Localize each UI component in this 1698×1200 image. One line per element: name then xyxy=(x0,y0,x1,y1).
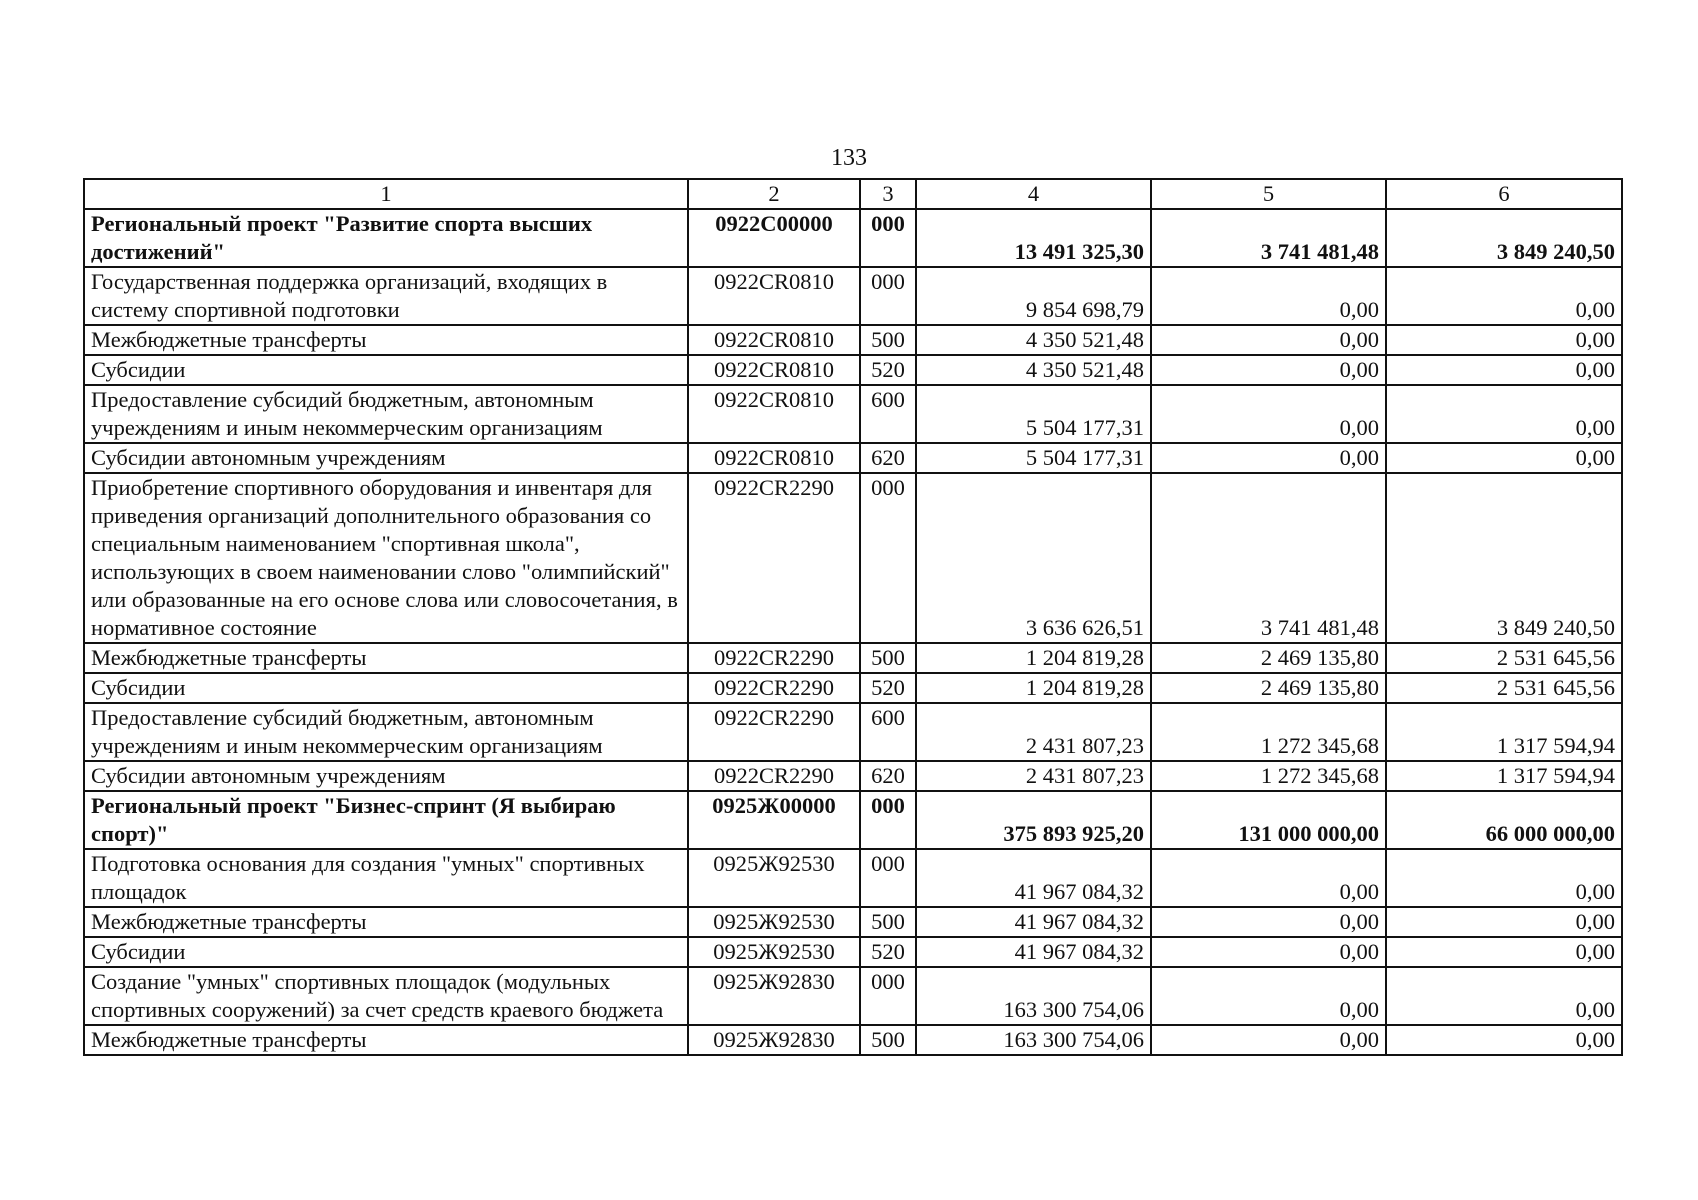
amount-year-3-cell: 0,00 xyxy=(1386,325,1622,355)
column-header: 6 xyxy=(1386,179,1622,209)
target-code-cell: 0922CR2290 xyxy=(688,703,860,761)
row-name-cell: Межбюджетные трансферты xyxy=(84,907,688,937)
row-name-cell: Региональный проект "Бизнес-спринт (Я выбираю спорт)" xyxy=(84,791,688,849)
target-code-cell: 0925Ж92530 xyxy=(688,907,860,937)
target-code-cell: 0925Ж92830 xyxy=(688,967,860,1025)
target-code-cell: 0925Ж92530 xyxy=(688,849,860,907)
expense-type-cell: 500 xyxy=(860,325,916,355)
table-row xyxy=(84,473,1622,643)
amount-year-3-cell: 0,00 xyxy=(1386,849,1622,907)
row-name-cell: Государственная поддержка организаций, входящих в систему спортивной подготовки xyxy=(84,267,688,325)
target-code-cell: 0922CR2290 xyxy=(688,673,860,703)
row-name-cell: Субсидии xyxy=(84,673,688,703)
amount-year-1-cell: 1 204 819,28 xyxy=(916,673,1151,703)
amount-year-1-cell: 41 967 084,32 xyxy=(916,907,1151,937)
amount-year-1-cell: 375 893 925,20 xyxy=(916,791,1151,849)
target-code-cell: 0922CR2290 xyxy=(688,473,860,643)
target-code-cell: 0922CR0810 xyxy=(688,443,860,473)
page-number: 133 xyxy=(831,145,867,171)
row-name-cell: Подготовка основания для создания "умных" спортивных площадок xyxy=(84,849,688,907)
target-code-cell: 0922CR0810 xyxy=(688,267,860,325)
column-header: 2 xyxy=(688,179,860,209)
target-code-cell: 0925Ж00000 xyxy=(688,791,860,849)
amount-year-2-cell: 0,00 xyxy=(1151,325,1386,355)
row-name-cell: Межбюджетные трансферты xyxy=(84,643,688,673)
expense-type-cell: 620 xyxy=(860,443,916,473)
table-row xyxy=(84,209,1622,267)
amount-year-1-cell: 9 854 698,79 xyxy=(916,267,1151,325)
amount-year-2-cell: 0,00 xyxy=(1151,849,1386,907)
row-name-cell: Приобретение спортивного оборудования и инвентаря для приведения организаций дополнительного образования со специальным наименованием "спортивная школа", использующих в своем наименовании слово "олимпийский" или образованные на его основе слова или словосочетания, в нормативное состояние xyxy=(84,473,688,643)
amount-year-3-cell: 0,00 xyxy=(1386,1025,1622,1055)
row-name-cell: Субсидии автономным учреждениям xyxy=(84,761,688,791)
amount-year-3-cell: 2 531 645,56 xyxy=(1386,673,1622,703)
row-name-cell: Субсидии xyxy=(84,355,688,385)
row-name-cell: Предоставление субсидий бюджетным, автономным учреждениям и иным некоммерческим организациям xyxy=(84,703,688,761)
amount-year-3-cell: 0,00 xyxy=(1386,385,1622,443)
amount-year-1-cell: 41 967 084,32 xyxy=(916,849,1151,907)
expense-type-cell: 600 xyxy=(860,385,916,443)
amount-year-1-cell: 13 491 325,30 xyxy=(916,209,1151,267)
amount-year-1-cell: 5 504 177,31 xyxy=(916,443,1151,473)
target-code-cell: 0922CR0810 xyxy=(688,355,860,385)
amount-year-2-cell: 0,00 xyxy=(1151,385,1386,443)
amount-year-2-cell: 1 272 345,68 xyxy=(1151,703,1386,761)
budget-table xyxy=(83,178,1623,1056)
table-row xyxy=(84,385,1622,443)
target-code-cell: 0922CR0810 xyxy=(688,325,860,355)
table-row xyxy=(84,643,1622,673)
amount-year-1-cell: 163 300 754,06 xyxy=(916,1025,1151,1055)
expense-type-cell: 600 xyxy=(860,703,916,761)
amount-year-2-cell: 0,00 xyxy=(1151,937,1386,967)
amount-year-3-cell: 3 849 240,50 xyxy=(1386,473,1622,643)
table-row xyxy=(84,967,1622,1025)
row-name-cell: Создание "умных" спортивных площадок (модульных спортивных сооружений) за счет средств краевого бюджета xyxy=(84,967,688,1025)
amount-year-3-cell: 66 000 000,00 xyxy=(1386,791,1622,849)
table-header-row xyxy=(84,179,1622,209)
table-row xyxy=(84,703,1622,761)
row-name-cell: Субсидии автономным учреждениям xyxy=(84,443,688,473)
amount-year-3-cell: 0,00 xyxy=(1386,907,1622,937)
row-name-cell: Предоставление субсидий бюджетным, автономным учреждениям и иным некоммерческим организациям xyxy=(84,385,688,443)
amount-year-1-cell: 3 636 626,51 xyxy=(916,473,1151,643)
expense-type-cell: 000 xyxy=(860,209,916,267)
amount-year-1-cell: 4 350 521,48 xyxy=(916,325,1151,355)
amount-year-2-cell: 0,00 xyxy=(1151,967,1386,1025)
table-row xyxy=(84,325,1622,355)
table-row xyxy=(84,849,1622,907)
row-name-cell: Региональный проект "Развитие спорта высших достижений" xyxy=(84,209,688,267)
amount-year-2-cell: 0,00 xyxy=(1151,443,1386,473)
expense-type-cell: 520 xyxy=(860,937,916,967)
table-row xyxy=(84,761,1622,791)
amount-year-3-cell: 0,00 xyxy=(1386,937,1622,967)
amount-year-1-cell: 5 504 177,31 xyxy=(916,385,1151,443)
column-header: 4 xyxy=(916,179,1151,209)
column-header: 5 xyxy=(1151,179,1386,209)
target-code-cell: 0922CR0810 xyxy=(688,385,860,443)
table-row xyxy=(84,791,1622,849)
amount-year-2-cell: 0,00 xyxy=(1151,355,1386,385)
expense-type-cell: 500 xyxy=(860,643,916,673)
row-name-cell: Межбюджетные трансферты xyxy=(84,325,688,355)
amount-year-3-cell: 1 317 594,94 xyxy=(1386,761,1622,791)
expense-type-cell: 520 xyxy=(860,673,916,703)
table-row xyxy=(84,355,1622,385)
table-row xyxy=(84,907,1622,937)
table-row xyxy=(84,673,1622,703)
expense-type-cell: 000 xyxy=(860,849,916,907)
amount-year-1-cell: 2 431 807,23 xyxy=(916,761,1151,791)
amount-year-3-cell: 0,00 xyxy=(1386,355,1622,385)
target-code-cell: 0925Ж92530 xyxy=(688,937,860,967)
amount-year-1-cell: 4 350 521,48 xyxy=(916,355,1151,385)
target-code-cell: 0922CR2290 xyxy=(688,643,860,673)
amount-year-3-cell: 0,00 xyxy=(1386,267,1622,325)
amount-year-1-cell: 163 300 754,06 xyxy=(916,967,1151,1025)
amount-year-2-cell: 0,00 xyxy=(1151,1025,1386,1055)
target-code-cell: 0922CR2290 xyxy=(688,761,860,791)
amount-year-2-cell: 2 469 135,80 xyxy=(1151,673,1386,703)
amount-year-3-cell: 2 531 645,56 xyxy=(1386,643,1622,673)
expense-type-cell: 500 xyxy=(860,907,916,937)
table-row xyxy=(84,267,1622,325)
expense-type-cell: 620 xyxy=(860,761,916,791)
amount-year-2-cell: 0,00 xyxy=(1151,907,1386,937)
amount-year-2-cell: 3 741 481,48 xyxy=(1151,473,1386,643)
amount-year-2-cell: 131 000 000,00 xyxy=(1151,791,1386,849)
row-name-cell: Межбюджетные трансферты xyxy=(84,1025,688,1055)
amount-year-1-cell: 1 204 819,28 xyxy=(916,643,1151,673)
amount-year-3-cell: 3 849 240,50 xyxy=(1386,209,1622,267)
amount-year-2-cell: 1 272 345,68 xyxy=(1151,761,1386,791)
expense-type-cell: 500 xyxy=(860,1025,916,1055)
table-body xyxy=(84,209,1622,1055)
target-code-cell: 0922C00000 xyxy=(688,209,860,267)
table-row xyxy=(84,443,1622,473)
column-header: 3 xyxy=(860,179,916,209)
table-row xyxy=(84,937,1622,967)
expense-type-cell: 520 xyxy=(860,355,916,385)
expense-type-cell: 000 xyxy=(860,967,916,1025)
amount-year-3-cell: 1 317 594,94 xyxy=(1386,703,1622,761)
amount-year-1-cell: 41 967 084,32 xyxy=(916,937,1151,967)
expense-type-cell: 000 xyxy=(860,267,916,325)
expense-type-cell: 000 xyxy=(860,791,916,849)
amount-year-3-cell: 0,00 xyxy=(1386,967,1622,1025)
table-row xyxy=(84,1025,1622,1055)
amount-year-1-cell: 2 431 807,23 xyxy=(916,703,1151,761)
expense-type-cell: 000 xyxy=(860,473,916,643)
amount-year-2-cell: 2 469 135,80 xyxy=(1151,643,1386,673)
amount-year-2-cell: 3 741 481,48 xyxy=(1151,209,1386,267)
amount-year-3-cell: 0,00 xyxy=(1386,443,1622,473)
row-name-cell: Субсидии xyxy=(84,937,688,967)
target-code-cell: 0925Ж92830 xyxy=(688,1025,860,1055)
amount-year-2-cell: 0,00 xyxy=(1151,267,1386,325)
column-header: 1 xyxy=(84,179,688,209)
